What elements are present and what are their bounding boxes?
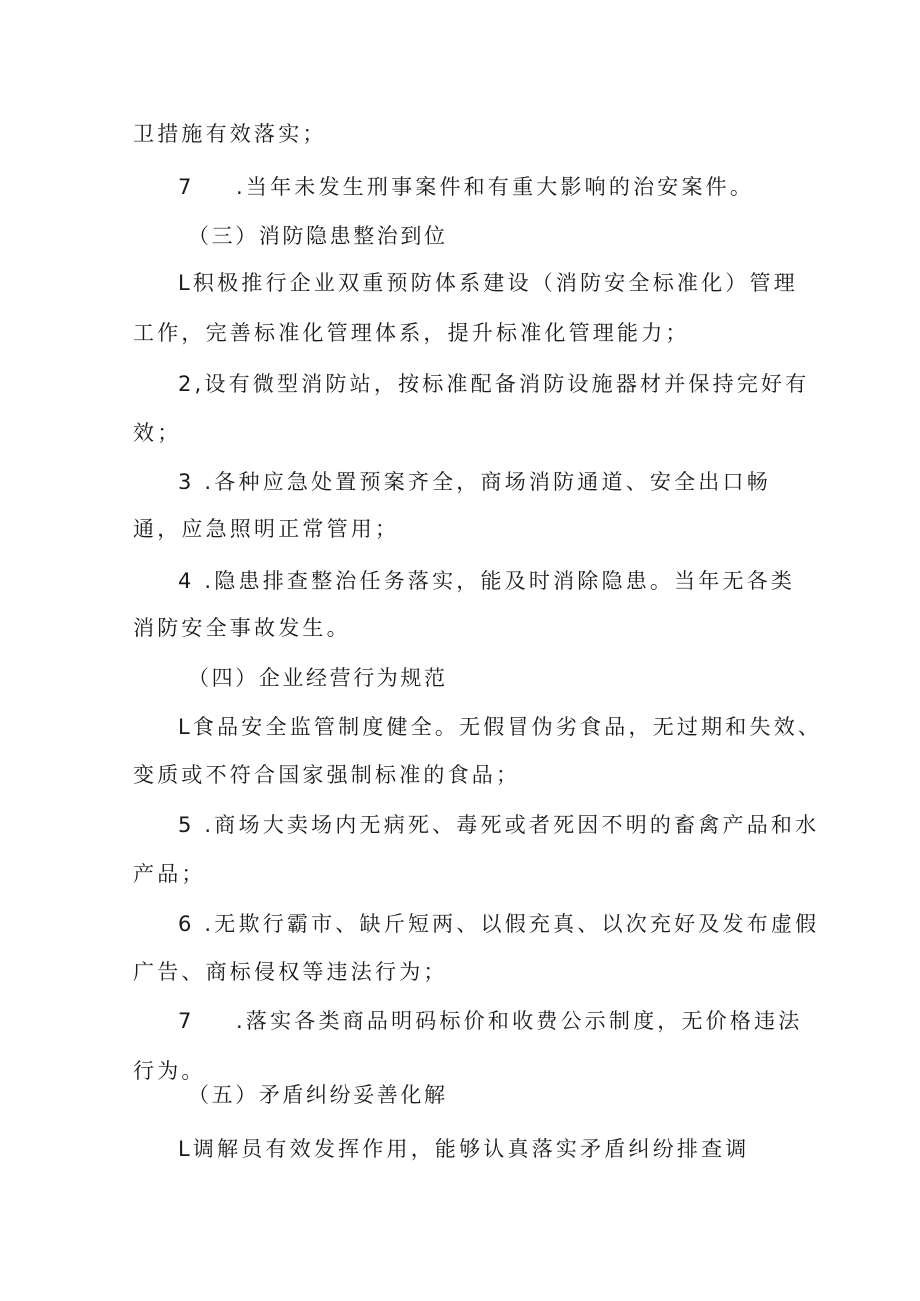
paragraph-line: L调解员有效发挥作用，能够认真落实矛盾纠纷排查调 (178, 1137, 750, 1161)
paragraph-line: 3 .各种应急处置预案齐全，商场消防通道、安全出口畅 (178, 470, 771, 494)
paragraph-line: 效； (133, 421, 182, 445)
paragraph-line: 行为。 (133, 1059, 206, 1083)
paragraph-line: L积极推行企业双重预防体系建设（消防安全标准化）管理 (178, 271, 798, 295)
paragraph-line: 工作，完善标准化管理体系，提升标准化管理能力； (133, 321, 690, 345)
paragraph-line: 4 .隐患排查整治任务落实，能及时消除隐患。当年无各类 (178, 569, 796, 593)
section-heading: （五）矛盾纠纷妥善化解 (188, 1083, 448, 1107)
section-heading: （三）消防隐患整治到位 (188, 224, 448, 248)
paragraph-line: 广告、商标侵权等违法行为； (133, 960, 448, 984)
paragraph-line: 通，应急照明正常管用； (133, 517, 400, 541)
paragraph-line: 卫措施有效落实； (133, 122, 327, 146)
paragraph-line: 消防安全事故发生。 (133, 616, 351, 640)
paragraph-line: .当年未发生刑事案件和有重大影响的治安案件。 (236, 175, 755, 199)
list-item-number: 7 (178, 175, 195, 199)
section-heading: （四）企业经营行为规范 (188, 666, 448, 690)
paragraph-line: 变质或不符合国家强制标准的食品； (133, 763, 521, 787)
paragraph-line: 产品； (133, 862, 206, 886)
list-item-number: 7 (178, 1009, 195, 1033)
paragraph-line: 2,设有微型消防站，按标准配备消防设施器材并保持完好有 (178, 372, 810, 396)
paragraph-line: 6 .无欺行霸市、缺斤短两、以假充真、以次充好及发布虚假 (178, 912, 820, 936)
paragraph-line: 5 .商场大卖场内无病死、毒死或者死因不明的畜禽产品和水 (178, 813, 820, 837)
paragraph-line: .落实各类商品明码标价和收费公示制度，无价格违法 (236, 1009, 803, 1033)
paragraph-line: L食品安全监管制度健全。无假冒伪劣食品，无过期和失效、 (178, 715, 823, 739)
